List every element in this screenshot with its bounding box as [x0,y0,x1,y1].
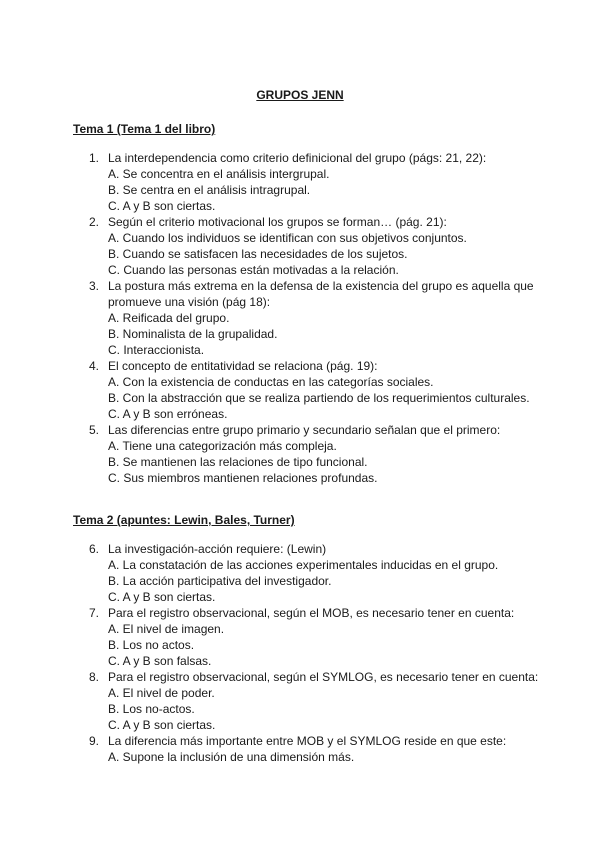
section-tema-1 [73,122,543,486]
section-heading: Tema 2 (apuntes: Lewin, Bales, Turner) [73,513,295,527]
option-a: A. Supone la inclusión de una dimensión más. [108,750,355,764]
option-a: A. Cuando los individuos se identifican con sus objetivos conjuntos. [108,231,467,245]
option-a: A. Reificada del grupo. [108,311,230,325]
question-number: 8. [89,670,100,684]
section-tema-2 [73,513,543,765]
question-text: Para el registro observacional, según el SYMLOG, es necesario tener en cuenta: [108,670,539,684]
option-c: C. Interaccionista. [108,343,205,357]
option-c: C. Cuando las personas están motivadas a la relación. [108,263,399,277]
option-a: A. El nivel de poder. [108,686,215,700]
question-item [73,605,543,669]
question-number: 3. [89,279,100,293]
question-number: 9. [89,734,100,748]
option-c: C. A y B son ciertas. [108,199,216,213]
question-item [73,214,543,278]
question-text: Las diferencias entre grupo primario y secundario señalan que el primero: [108,423,501,437]
option-b: B. Nominalista de la grupalidad. [108,327,278,341]
question-number: 7. [89,606,100,620]
question-number: 6. [89,542,100,556]
question-text: La diferencia más importante entre MOB y el SYMLOG reside en que este: [108,734,507,748]
question-item [73,150,543,214]
option-list [108,166,543,214]
question-item [73,733,543,765]
question-item [73,541,543,605]
question-text: Según el criterio motivacional los grupos se forman… (pág. 21): [108,215,447,229]
option-list [108,438,543,486]
question-number: 1. [89,151,100,165]
question-item [73,422,543,486]
question-item [73,278,543,358]
option-c: C. A y B son falsas. [108,654,212,668]
option-b: B. Se mantienen las relaciones de tipo funcional. [108,455,368,469]
question-list [73,541,543,765]
option-list [108,230,543,278]
option-a: A. Con la existencia de conductas en las categorías sociales. [108,375,434,389]
option-list [108,374,543,422]
option-list [108,621,543,669]
option-b: B. Se centra en el análisis intragrupal. [108,183,311,197]
document-title: GRUPOS JENN [256,88,344,102]
question-number: 5. [89,423,100,437]
question-text: La interdependencia como criterio definicional del grupo (págs: 21, 22): [108,151,487,165]
option-list [108,310,543,358]
option-b: B. Los no-actos. [108,702,195,716]
option-b: B. La acción participativa del investigador. [108,574,332,588]
option-a: A. Tiene una categorización más compleja. [108,439,337,453]
option-a: A. El nivel de imagen. [108,622,225,636]
option-a: A. La constatación de las acciones experimentales inducidas en el grupo. [108,558,499,572]
question-number: 2. [89,215,100,229]
question-item [73,669,543,733]
option-list [108,685,543,733]
question-text: Para el registro observacional, según el MOB, es necesario tener en cuenta: [108,606,515,620]
option-b: B. Cuando se satisfacen las necesidades de los sujetos. [108,247,408,261]
option-c: C. Sus miembros mantienen relaciones profundas. [108,471,378,485]
option-list [108,557,543,605]
question-list [73,150,543,486]
option-c: C. A y B son ciertas. [108,718,216,732]
question-text: El concepto de entitatividad se relaciona (pág. 19): [108,359,378,373]
option-c: C. A y B son ciertas. [108,590,216,604]
option-c: C. A y B son erróneas. [108,407,228,421]
question-number: 4. [89,359,100,373]
question-text: La investigación-acción requiere: (Lewin) [108,542,327,556]
option-a: A. Se concentra en el análisis intergrupal. [108,167,330,181]
option-b: B. Los no actos. [108,638,195,652]
question-item [73,358,543,422]
question-text: La postura más extrema en la defensa de la existencia del grupo es aquella que promueve una visión (pág 18): [108,279,534,309]
option-list [108,749,543,765]
section-heading: Tema 1 (Tema 1 del libro) [73,122,216,136]
option-b: B. Con la abstracción que se realiza partiendo de los requerimientos culturales. [108,391,530,405]
